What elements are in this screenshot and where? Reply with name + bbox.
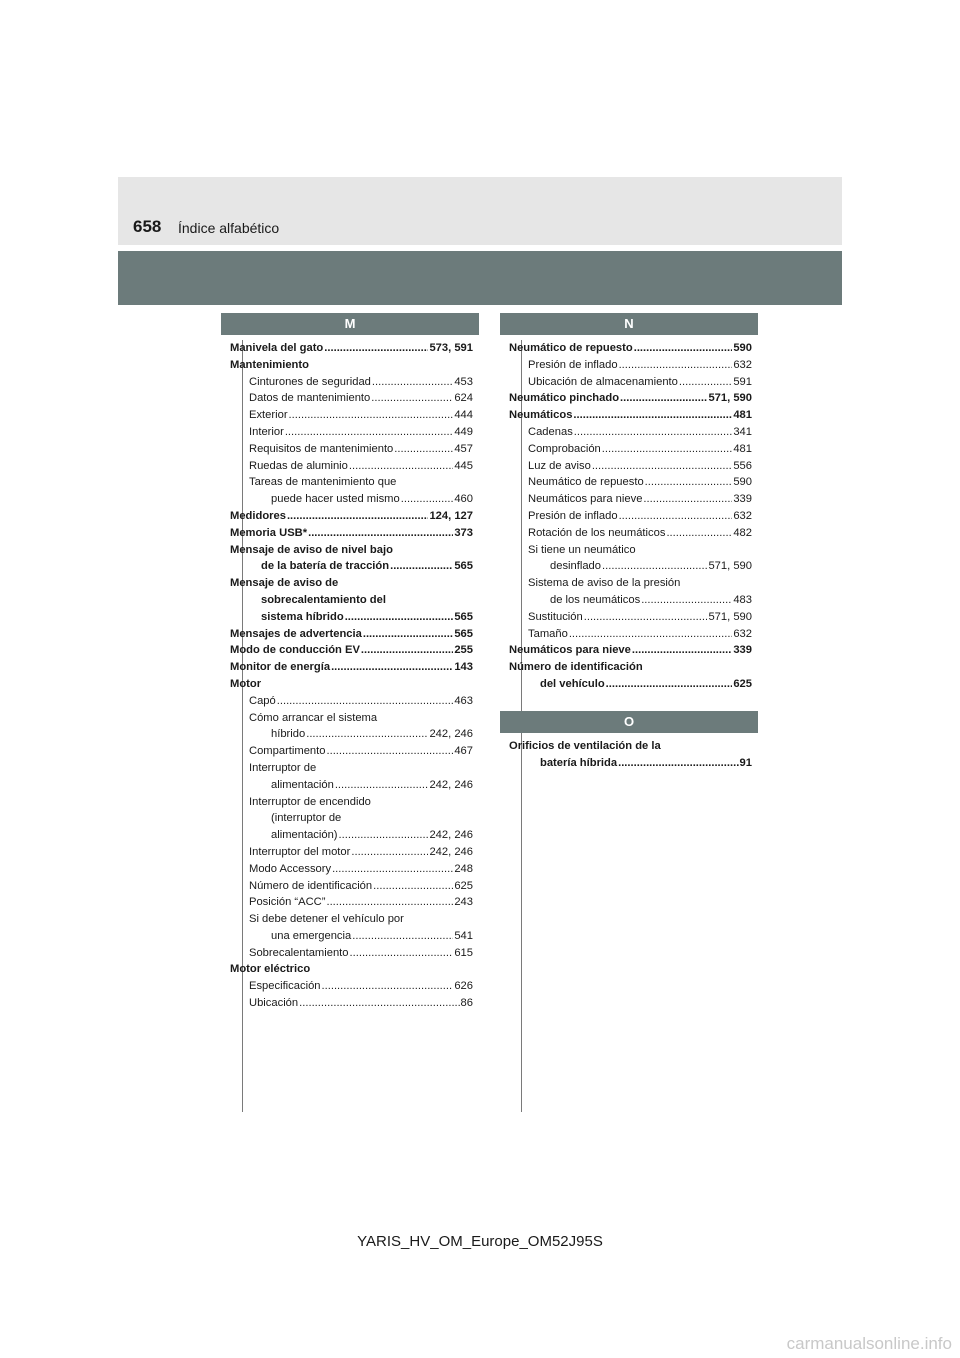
leader-dots (324, 340, 428, 357)
leader-dots (351, 844, 428, 861)
index-list-n (500, 340, 758, 693)
entry-page[interactable]: 625 (454, 879, 473, 892)
entry-page[interactable]: 445 (454, 459, 473, 472)
leader-dots (326, 743, 453, 760)
entry-page[interactable]: 463 (454, 694, 473, 707)
entry-page[interactable]: 86 (460, 997, 473, 1010)
index-entry (230, 878, 473, 895)
entry-page[interactable]: 242, 246 (429, 845, 473, 858)
leader-dots (372, 374, 453, 391)
entry-text: Datos de mantenimiento (249, 392, 371, 405)
entry-text: Sobrecalentamiento (249, 946, 349, 959)
index-entry (509, 609, 752, 626)
entry-text: del vehículo (540, 677, 605, 690)
entry-text: Cómo arrancar el sistema (249, 711, 378, 724)
entry-page[interactable]: 339 (733, 644, 752, 657)
leader-dots (345, 609, 454, 626)
index-entry (230, 441, 473, 458)
index-entry (509, 592, 752, 609)
entry-page[interactable]: 467 (454, 745, 473, 758)
leader-dots (643, 491, 732, 508)
entry-page[interactable]: 573, 591 (429, 342, 473, 354)
entry-text: Interruptor de encendido (249, 795, 371, 808)
index-entry (230, 693, 473, 710)
entry-text: Interior (249, 425, 284, 438)
entry-page[interactable]: 373 (454, 526, 473, 539)
entry-text: desinflado (550, 560, 602, 573)
entry-text: una emergencia (271, 929, 352, 942)
leader-dots (679, 374, 732, 391)
entry-page[interactable]: 632 (733, 627, 752, 640)
entry-text: Número de identificación (249, 879, 373, 892)
index-entry (230, 710, 473, 727)
index-entry (509, 659, 752, 676)
entry-text: Motor (230, 677, 262, 690)
leader-dots (322, 978, 454, 995)
entry-page[interactable]: 565 (454, 627, 473, 640)
entry-text: Ubicación (249, 997, 299, 1010)
leader-dots (308, 525, 453, 542)
entry-text: Neumáticos para nieve (528, 493, 643, 506)
entry-text: Cinturones de seguridad (249, 375, 371, 388)
entry-text: Presión de inflado (528, 509, 618, 522)
index-entry (230, 928, 473, 945)
index-entry (230, 558, 473, 575)
entry-text: Motor eléctrico (230, 963, 311, 976)
leader-dots (339, 827, 429, 844)
entry-text: Mensaje de aviso de (230, 577, 339, 590)
leader-dots (335, 777, 429, 794)
entry-text: Tamaño (528, 627, 568, 640)
letter-heading-o: O (500, 711, 758, 733)
entry-text: Interruptor del motor (249, 845, 351, 858)
index-entry (230, 659, 473, 676)
entry-text: Cadenas (528, 425, 573, 438)
entry-page[interactable]: 624 (454, 392, 473, 405)
entry-text: Orificios de ventilación de la (509, 739, 661, 752)
entry-page[interactable]: 632 (733, 358, 752, 371)
entry-text: (interruptor de (271, 812, 342, 825)
entry-text: puede hacer usted mismo (271, 493, 400, 506)
leader-dots (602, 558, 707, 575)
index-entry (230, 978, 473, 995)
entry-text: de la batería de tracción (261, 560, 390, 573)
leader-dots (306, 726, 428, 743)
entry-text: Interruptor de (249, 761, 317, 774)
entry-text: batería híbrida (540, 756, 618, 769)
letter-heading-m: M (221, 313, 479, 335)
leader-dots (361, 642, 453, 659)
index-entry (230, 374, 473, 391)
entry-page[interactable]: 255 (454, 644, 473, 657)
index-entry (230, 542, 473, 559)
entry-text: Neumático pinchado (509, 392, 620, 405)
entry-page[interactable]: 243 (454, 896, 473, 909)
leader-dots (632, 642, 732, 659)
entry-text: Comprobación (528, 442, 601, 455)
entry-page[interactable]: 565 (454, 610, 473, 623)
index-entry (230, 626, 473, 643)
index-entry (230, 676, 473, 693)
leader-dots (401, 491, 454, 508)
entry-page[interactable]: 541 (454, 929, 473, 942)
entry-text: Sustitución (528, 610, 583, 623)
section-title: Índice alfabético (178, 220, 280, 236)
index-entry (509, 374, 752, 391)
entry-page[interactable]: 124, 127 (429, 509, 473, 522)
leader-dots (352, 928, 453, 945)
entry-text: Ubicación de almacenamiento (528, 375, 678, 388)
index-entry (230, 911, 473, 928)
entry-page[interactable]: 341 (733, 425, 752, 438)
entry-page[interactable]: 481 (733, 409, 752, 422)
leader-dots (641, 592, 732, 609)
index-entry (509, 626, 752, 643)
entry-text: Luz de aviso (528, 459, 591, 472)
entry-page[interactable]: 242, 246 (429, 778, 473, 791)
index-entry (509, 676, 752, 693)
leader-dots (332, 861, 453, 878)
index-entry (230, 390, 473, 407)
leader-dots (592, 458, 733, 475)
index-entry (230, 575, 473, 592)
header-band (118, 251, 842, 305)
leader-dots (371, 390, 453, 407)
entry-text: Si debe detener el vehículo por (249, 913, 404, 926)
leader-dots (390, 558, 453, 575)
entry-page[interactable]: 91 (739, 756, 752, 769)
index-entry (230, 592, 473, 609)
index-entry (509, 525, 752, 542)
entry-text: Ruedas de aluminio (249, 459, 348, 472)
leader-dots (285, 424, 454, 441)
index-entry (509, 642, 752, 659)
page-number: 658 (133, 217, 162, 236)
leader-dots (574, 424, 733, 441)
index-entry (509, 575, 752, 592)
leader-dots (620, 390, 707, 407)
index-column-n (500, 313, 758, 771)
index-entry (230, 743, 473, 760)
entry-page[interactable]: 632 (733, 509, 752, 522)
index-list-m (221, 340, 479, 1012)
entry-page[interactable]: 457 (454, 442, 473, 455)
entry-text: Mantenimiento (230, 358, 309, 371)
index-entry (509, 390, 752, 407)
entry-page[interactable]: 449 (454, 425, 473, 438)
entry-text: Modo Accessory (249, 862, 332, 875)
index-entry (230, 609, 473, 626)
index-entry (509, 474, 752, 491)
leader-dots (349, 458, 453, 475)
entry-page[interactable]: 591 (733, 375, 752, 388)
leader-dots (619, 508, 733, 525)
index-entry (509, 424, 752, 441)
leader-dots (666, 525, 732, 542)
entry-text: Requisitos de mantenimiento (249, 442, 394, 455)
entry-text: Capó (249, 694, 276, 707)
index-entry (230, 961, 473, 978)
leader-dots (289, 407, 454, 424)
entry-page[interactable]: 481 (733, 442, 752, 455)
entry-text: Manivela del gato (230, 342, 324, 354)
index-entry (509, 542, 752, 559)
entry-page[interactable]: 590 (733, 342, 752, 354)
entry-page[interactable]: 242, 246 (429, 829, 473, 842)
leader-dots (573, 407, 732, 424)
leader-dots (602, 441, 733, 458)
leader-dots (569, 626, 733, 643)
entry-page[interactable]: 242, 246 (429, 728, 473, 741)
entry-text: Especificación (249, 980, 321, 993)
leader-dots (619, 357, 733, 374)
index-entry (230, 474, 473, 491)
entry-page[interactable]: 453 (454, 375, 473, 388)
entry-text: Neumático de repuesto (509, 342, 633, 354)
index-entry (509, 340, 752, 357)
index-entry (509, 738, 752, 755)
leader-dots (287, 508, 428, 525)
entry-page[interactable]: 625 (733, 677, 752, 690)
entry-text: Posición “ACC” (249, 896, 326, 909)
entry-page[interactable]: 339 (733, 493, 752, 506)
entry-text: Si tiene un neumático (528, 543, 636, 556)
index-entry (230, 424, 473, 441)
index-entry (509, 357, 752, 374)
entry-text: Sistema de aviso de la presión (528, 577, 681, 590)
leader-dots (634, 340, 733, 357)
entry-text: sobrecalentamiento del (261, 593, 386, 606)
entry-text: Exterior (249, 409, 288, 422)
entry-text: sistema híbrido (261, 610, 344, 623)
entry-text: Tareas de mantenimiento que (249, 476, 397, 489)
entry-page[interactable]: 615 (454, 946, 473, 959)
leader-dots (606, 676, 733, 693)
index-entry (509, 558, 752, 575)
entry-page[interactable]: 571, 590 (708, 392, 752, 405)
leader-dots (373, 878, 453, 895)
index-entry (230, 407, 473, 424)
entry-text: Mensajes de advertencia (230, 627, 362, 640)
index-entry (230, 458, 473, 475)
entry-page[interactable]: 444 (454, 409, 473, 422)
document-code: YARIS_HV_OM_Europe_OM52J95S (357, 1233, 603, 1250)
index-entry (230, 844, 473, 861)
entry-page[interactable]: 571, 590 (708, 610, 752, 623)
leader-dots (350, 945, 454, 962)
index-entry (509, 508, 752, 525)
index-entry (509, 407, 752, 424)
leader-dots (363, 626, 453, 643)
index-entry (230, 508, 473, 525)
index-entry (230, 945, 473, 962)
entry-page[interactable]: 571, 590 (708, 560, 752, 573)
entry-text: alimentación (271, 778, 334, 791)
index-entry (230, 340, 473, 357)
entry-page[interactable]: 143 (454, 661, 473, 674)
index-entry (509, 491, 752, 508)
index-entry (230, 794, 473, 811)
entry-text: Neumáticos para nieve (509, 644, 631, 657)
entry-text: Presión de inflado (528, 358, 618, 371)
leader-dots (645, 474, 733, 491)
index-list-o (500, 738, 758, 772)
entry-text: de los neumáticos (550, 593, 641, 606)
leader-dots (326, 894, 453, 911)
entry-page[interactable]: 565 (454, 560, 473, 573)
entry-text: Neumático de repuesto (528, 476, 644, 489)
entry-page[interactable]: 482 (733, 526, 752, 539)
entry-page[interactable]: 626 (454, 980, 473, 993)
entry-page[interactable]: 590 (733, 476, 752, 489)
index-entry (230, 760, 473, 777)
index-entry (230, 810, 473, 827)
leader-dots (331, 659, 453, 676)
letter-heading-n: N (500, 313, 758, 335)
entry-text: híbrido (271, 728, 306, 741)
index-entry (230, 861, 473, 878)
leader-dots (394, 441, 453, 458)
entry-page[interactable]: 248 (454, 862, 473, 875)
entry-text: Medidores (230, 509, 286, 522)
entry-text: Compartimento (249, 745, 326, 758)
entry-page[interactable]: 556 (733, 459, 752, 472)
entry-text: Rotación de los neumáticos (528, 526, 666, 539)
leader-dots (299, 995, 459, 1012)
index-entry (509, 441, 752, 458)
index-entry (509, 755, 752, 772)
index-entry (230, 894, 473, 911)
entry-text: alimentación) (271, 829, 338, 842)
index-entry (509, 458, 752, 475)
entry-page[interactable]: 460 (454, 493, 473, 506)
watermark: carmanualsonline.info (786, 1334, 952, 1353)
index-entry (230, 525, 473, 542)
entry-text: Neumáticos (509, 409, 573, 422)
index-entry (230, 995, 473, 1012)
entry-text: Número de identificación (509, 661, 643, 674)
index-entry (230, 827, 473, 844)
index-entry (230, 491, 473, 508)
leader-dots (584, 609, 708, 626)
index-entry (230, 726, 473, 743)
index-entry (230, 357, 473, 374)
entry-page[interactable]: 483 (733, 593, 752, 606)
entry-text: Monitor de energía (230, 661, 331, 674)
leader-dots (618, 755, 738, 772)
index-entry (230, 642, 473, 659)
index-column-m (221, 313, 479, 1012)
entry-text: Mensaje de aviso de nivel bajo (230, 543, 393, 556)
entry-text: Modo de conducción EV (230, 644, 360, 657)
leader-dots (277, 693, 454, 710)
entry-text: Memoria USB* (230, 526, 308, 539)
index-entry (230, 777, 473, 794)
